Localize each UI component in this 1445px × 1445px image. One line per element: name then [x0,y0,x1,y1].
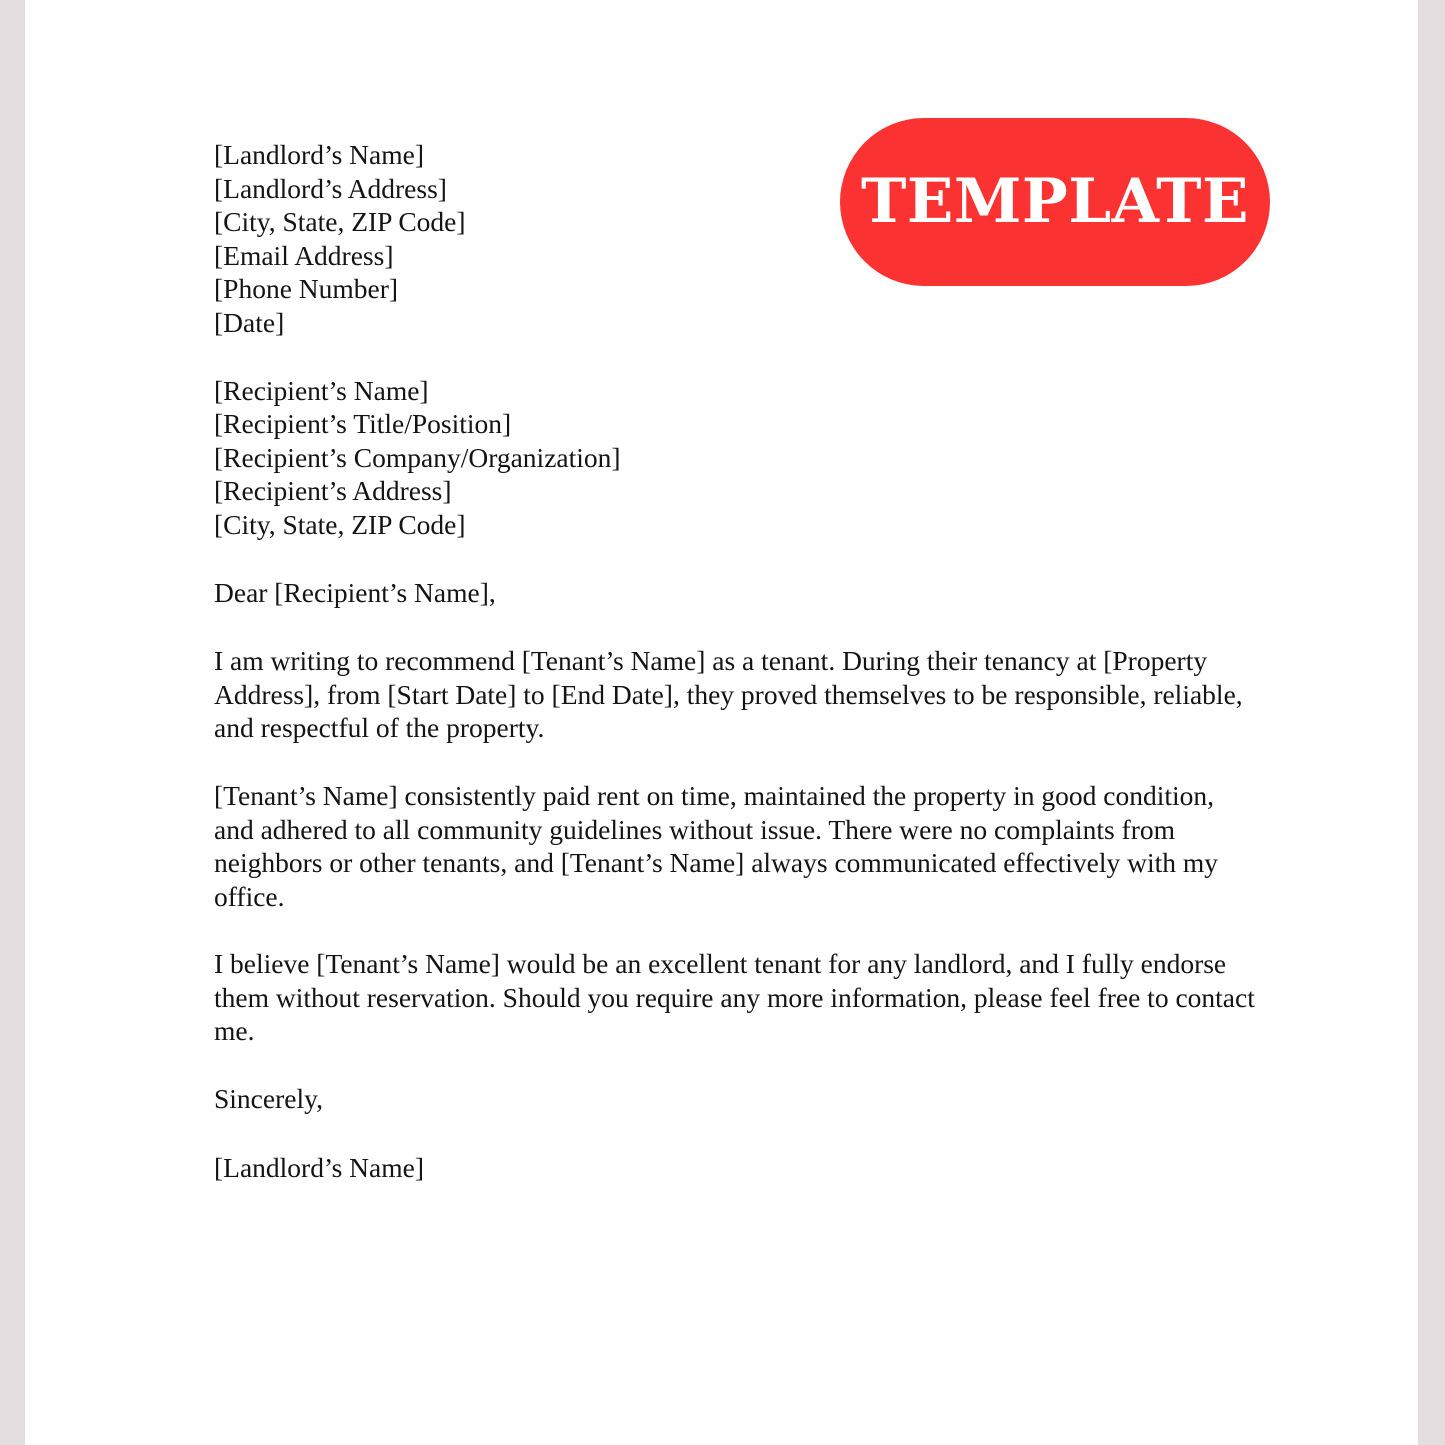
recipient-line-company: [Recipient’s Company/Organization] [214,441,621,473]
sender-line-date: [Date] [214,306,285,338]
spacer-after-paragraph-3 [214,1048,1256,1082]
spacer-after-closing [214,1116,1256,1151]
recipient-line-title: [Recipient’s Title/Position] [214,408,512,440]
sender-line-address: [Landlord’s Address] [214,172,447,204]
template-badge-label: TEMPLATE [860,165,1250,237]
body-paragraph-2: [Tenant’s Name] consistently paid rent on time, maintained the property in good condition, and adhered to all community guidelines without issue. There were no complaints from neighbors or other tenants, and [Tenant’s Name] always communicated effectively with my office. [214,779,1219,912]
recipient-address-block [214,374,1256,542]
recipient-line-address: [Recipient’s Address] [214,475,452,507]
spacer-after-sender-block [214,340,1256,374]
body-paragraph-1: I am writing to recommend [Tenant’s Name] as a tenant. During their tenancy at [Property Address], from [Start Date] to [End Date], they proved themselves to be responsible, reliable, and respectful of the property. [214,645,1243,744]
sender-line-phone: [Phone Number] [214,273,399,305]
sender-address-block [214,138,1256,340]
recipient-line-city: [City, State, ZIP Code] [214,508,466,540]
sender-line-email: [Email Address] [214,239,394,271]
spacer-after-paragraph-1 [214,745,1256,779]
spacer-after-paragraph-2 [214,913,1256,947]
spacer-after-greeting [214,609,1256,644]
recipient-line-name: [Recipient’s Name] [214,374,429,406]
body-paragraph-3: I believe [Tenant’s Name] would be an excellent tenant for any landlord, and I fully endorse them without reservation. Should you require any more information, please feel free to contact me. [214,948,1255,1047]
greeting-line: Dear [Recipient’s Name], [214,576,496,608]
closing-line: Sincerely, [214,1083,323,1115]
letter-page-sheet [25,0,1418,1445]
spacer-after-recipient-block [214,542,1256,576]
letter-body [214,138,1256,1184]
signature-line: [Landlord’s Name] [214,1151,424,1183]
sender-line-city: [City, State, ZIP Code] [214,206,466,238]
sender-line-name: [Landlord’s Name] [214,139,424,170]
